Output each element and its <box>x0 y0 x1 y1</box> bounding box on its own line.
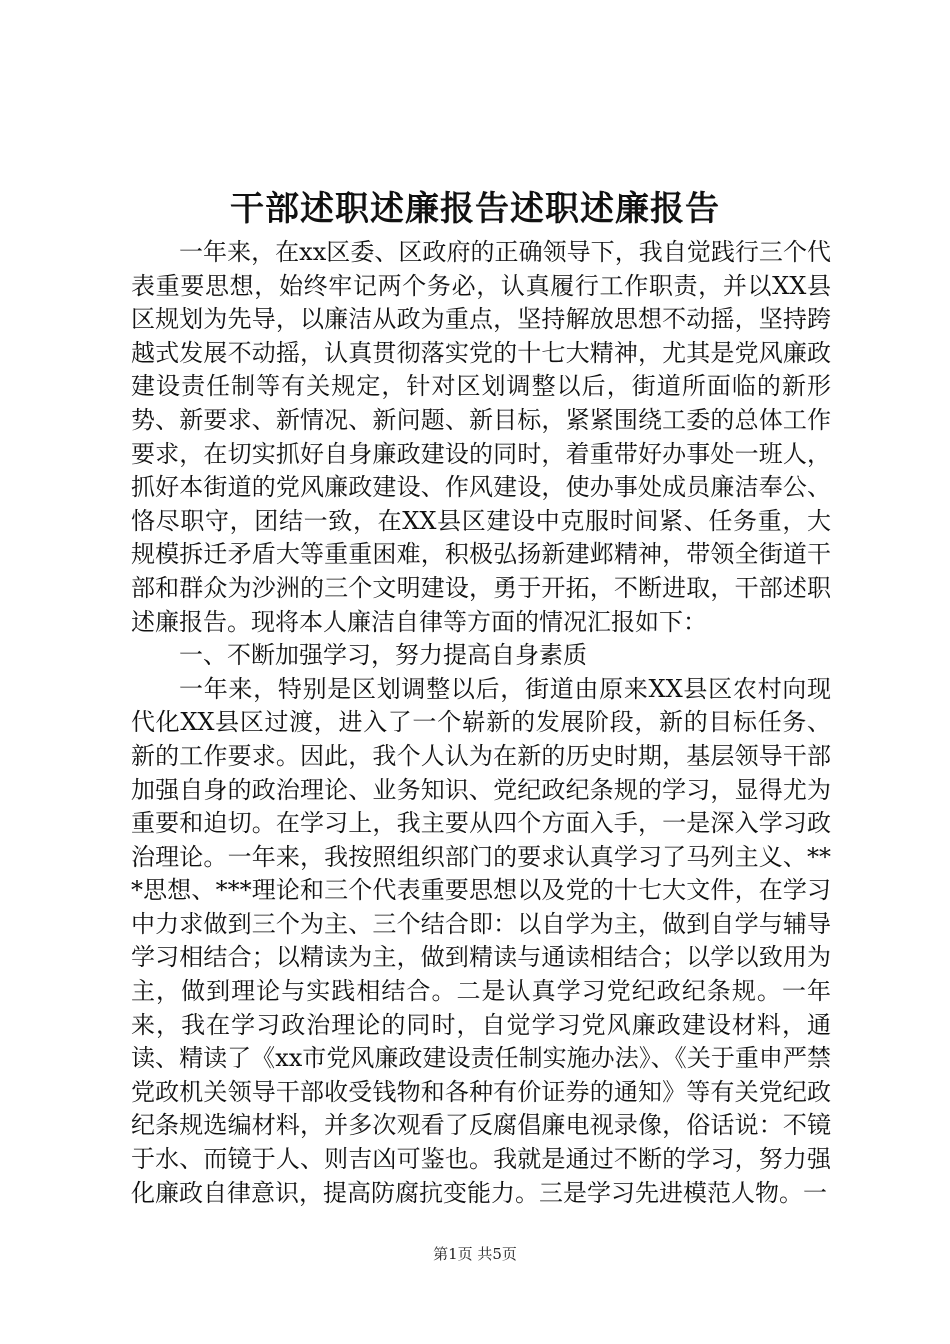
page-footer: 第1页 共5页 <box>433 1245 517 1263</box>
document-body <box>131 236 831 1210</box>
body-paragraph: 一年来，特别是区划调整以后，街道由原来XX县区农村向现代化XX县区过渡，进入了一个崭新的发展阶段，新的目标任务、新的工作要求。因此，我个人认为在新的历史时期，基层领导干部加强自身的政治理论、业务知识、党纪政纪条规的学习，显得尤为重要和迫切。在学习上，我主要从四个方面入手，一是深入学习政治理论。一年来，我按照组织部门的要求认真学习了马列主义、***思想、***理论和三个代表重要思想以及党的十七大文件，在学习中力求做到三个为主、三个结合即：以自学为主，做到自学与辅导学习相结合；以精读为主，做到精读与通读相结合；以学以致用为主，做到理论与实践相结合。二是认真学习党纪政纪条规。一年来，我在学习政治理论的同时，自觉学习党风廉政建设材料，通读、精读了《xx市党风廉政建设责任制实施办法》、《关于重申严禁党政机关领导干部收受钱物和各种有价证券的通知》等有关党纪政纪条规选编材料，并多次观看了反腐倡廉电视录像，俗话说：不镜于水、而镜于人、则吉凶可鉴也。我就是通过不断的学习，努力强化廉政自律意识，提高防腐抗变能力。三是学习先进模范人物。一 <box>131 674 831 1207</box>
document-title: 干部述职述廉报告述职述廉报告 <box>230 189 720 229</box>
body-paragraph: 一年来，在xx区委、区政府的正确领导下，我自觉践行三个代表重要思想，始终牢记两个务必，认真履行工作职责，并以XX县区规划为先导，以廉洁从政为重点，坚持解放思想不动摇，坚持跨越式发展不动摇，认真贯彻落实党的十七大精神，尤其是党风廉政建设责任制等有关规定，针对区划调整以后，街道所面临的新形势、新要求、新情况、新问题、新目标，紧紧围绕工委的总体工作要求，在切实抓好自身廉政建设的同时，着重带好办事处一班人，抓好本街道的党风廉政建设、作风建设，使办事处成员廉洁奉公、恪尽职守，团结一致，在XX县区建设中克服时间紧、任务重，大规模拆迁矛盾大等重重困难，积极弘扬新建邺精神，带领全街道干部和群众为沙洲的三个文明建设，勇于开拓，不断进取，干部述职述廉报告。现将本人廉洁自律等方面的情况汇报如下： <box>131 238 831 636</box>
section-heading: 一、不断加强学习，努力提高自身素质 <box>179 641 587 670</box>
